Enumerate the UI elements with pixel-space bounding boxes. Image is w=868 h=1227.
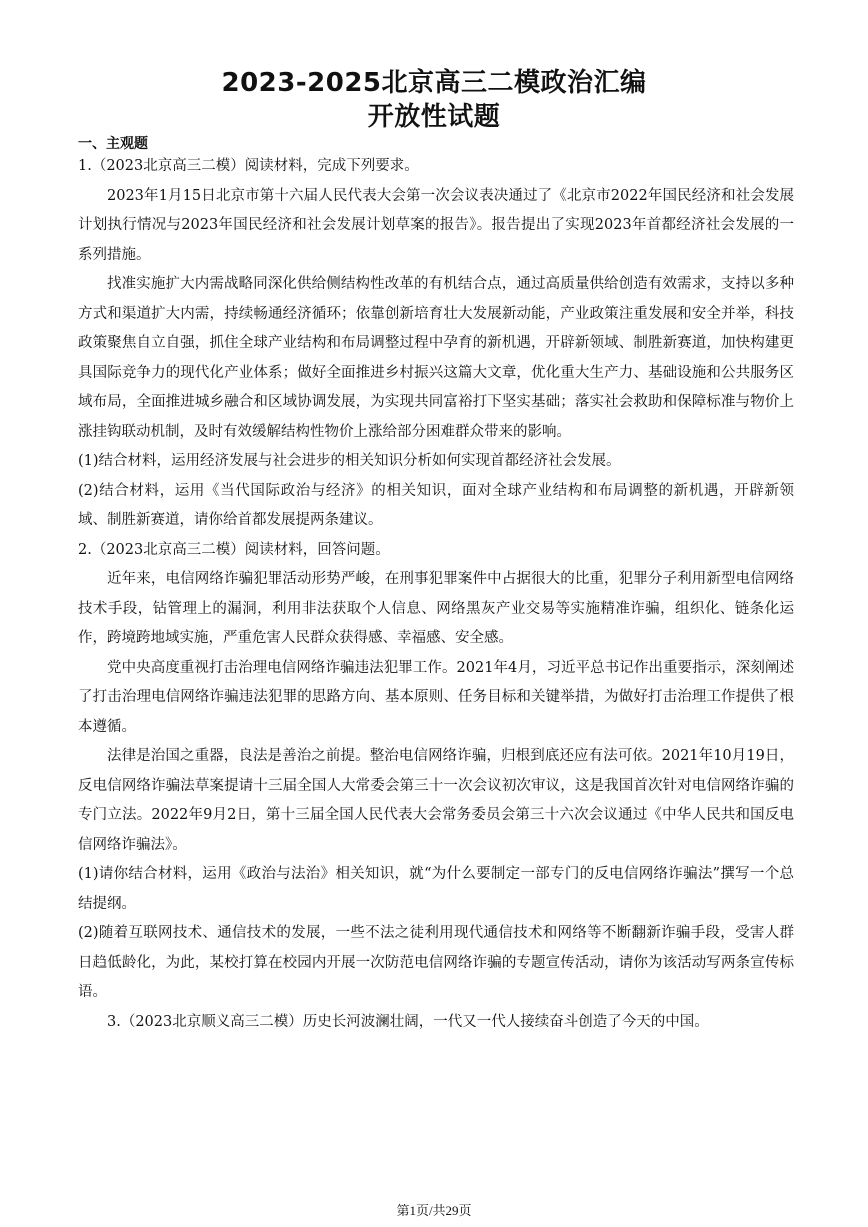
question-2-head: 2.（2023北京高三二模）阅读材料，回答问题。 bbox=[78, 541, 390, 558]
question-3-head: 3.（2023北京顺义高三二模）历史长河波澜壮阔，一代又一代人接续奋斗创造了今天的中国。 bbox=[107, 1013, 709, 1030]
question-1-sub-1: (1)结合材料，运用经济发展与社会进步的相关知识分析如何实现首都经济社会发展。 bbox=[78, 453, 621, 469]
question-1-sub-2: (2)结合材料，运用《当代国际政治与经济》的相关知识，面对全球产业结构和布局调整的新机遇，开辟新领域、制胜新赛道，请你给首都发展提两条建议。 bbox=[78, 482, 794, 528]
question-1-material-1: 2023年1月15日北京市第十六届人民代表大会第一次会议表决通过了《北京市2022年国民经济和社会发展计划执行情况与2023年国民经济和社会发展计划草案的报告》。报告提出了实现2023年首都经济社会发展的一系列措施。 bbox=[78, 187, 794, 263]
question-2-material-3: 法律是治国之重器，良法是善治之前提。整治电信网络诈骗，归根到底还应有法可依。2021年10月19日，反电信网络诈骗法草案提请十三届全国人大常委会第三十一次会议初次审议，这是我国首次针对电信网络诈骗的专门立法。2022年9月2日，第十三届全国人民代表大会常务委员会第三十六次会议通过《中华人民共和国反电信网络诈骗法》。 bbox=[78, 748, 794, 853]
question-1-head: 1.（2023北京高三二模）阅读材料，完成下列要求。 bbox=[78, 158, 419, 174]
document-title: 2023-2025北京高三二模政治汇编 bbox=[221, 68, 647, 98]
question-2-sub-2: (2)随着互联网技术、通信技术的发展，一些不法之徒利用现代通信技术和网络等不断翻新诈骗手段，受害人群日趋低龄化，为此，某校打算在校园内开展一次防范电信网络诈骗的专题宣传活动，请你为该活动写两条宣传标语。 bbox=[78, 925, 794, 1000]
question-2 bbox=[78, 536, 794, 1008]
question-2-sub-1: (1)请你结合材料，运用《政治与法治》相关知识，就“为什么要制定一部专门的反电信网络诈骗法”撰写一个总结提纲。 bbox=[78, 866, 794, 912]
question-2-material-1: 近年来，电信网络诈骗犯罪活动形势严峻，在刑事犯罪案件中占据很大的比重，犯罪分子利用新型电信网络技术手段，钻管理上的漏洞，利用非法获取个人信息、网络黑灰产业交易等实施精准诈骗，组织化、链条化运作，跨境跨地域实施，严重危害人民群众获得感、幸福感、安全感。 bbox=[78, 571, 794, 646]
question-list bbox=[78, 152, 794, 1037]
question-2-material-2: 党中央高度重视打击治理电信网络诈骗违法犯罪工作。2021年4月，习近平总书记作出重要指示，深刻阐述了打击治理电信网络诈骗违法犯罪的思路方向、基本原则、任务目标和关键举措，为做好打击治理工作提供了根本遵循。 bbox=[78, 659, 794, 735]
page-number: 第1页/共29页 bbox=[396, 1203, 472, 1218]
question-1-material-2: 找准实施扩大内需战略同深化供给侧结构性改革的有机结合点，通过高质量供给创造有效需求，支持以多种方式和渠道扩大内需，持续畅通经济循环；依靠创新培育壮大发展新动能，产业政策注重发展和安全并举，科技政策聚焦自立自强，抓住全球产业结构和布局调整过程中孕育的新机遇，开辟新领域、制胜新赛道，加快构建更具国际竞争力的现代化产业体系；做好全面推进乡村振兴这篇大文章，优化重大生产力、基础设施和公共服务区域布局，全面推进城乡融合和区域协调发展，为实现共同富裕打下坚实基础；落实社会救助和保障标准与物价上涨挂钩联动机制，及时有效缓解结构性物价上涨给部分困难群众带来的影响。 bbox=[78, 276, 794, 440]
question-1 bbox=[78, 152, 794, 536]
document-subtitle: 开放性试题 bbox=[367, 102, 501, 132]
question-3 bbox=[78, 1008, 794, 1038]
section-heading: 一、主观题 bbox=[78, 136, 148, 152]
